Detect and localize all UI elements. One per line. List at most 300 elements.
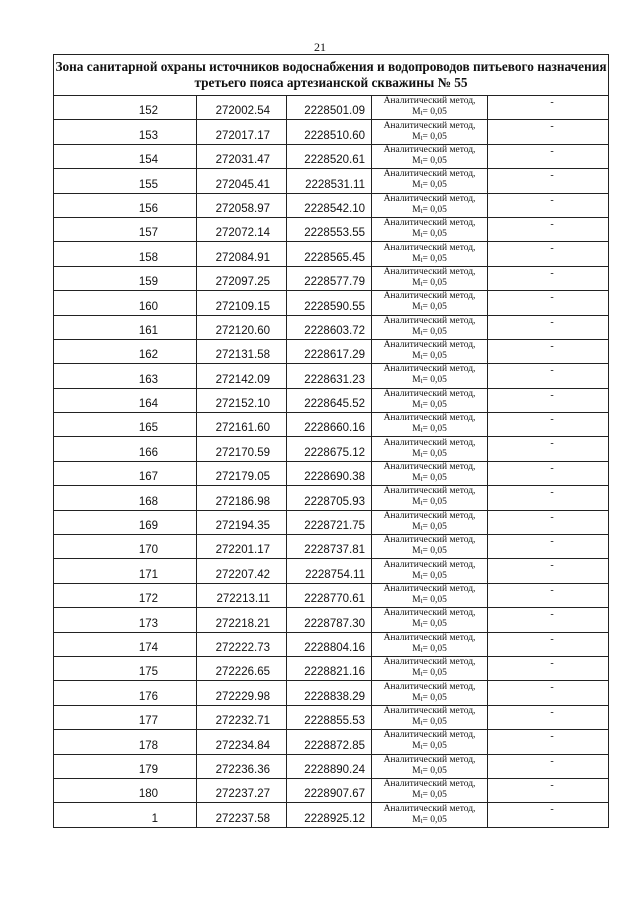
table-row (54, 144, 609, 168)
y-coordinate-cell: 2228565.45 (287, 242, 372, 266)
mt-value: = 0,05 (422, 473, 447, 484)
method-label: Аналитический метод, (383, 535, 476, 546)
y-coordinate-cell: 2228553.55 (287, 217, 372, 241)
accuracy-cell: - (488, 193, 609, 217)
method-label: Аналитический метод, (383, 754, 476, 765)
point-number-cell: 170 (54, 535, 197, 559)
method-accuracy (372, 156, 487, 168)
accuracy-cell: - (488, 413, 609, 437)
mt-symbol: M (412, 497, 421, 508)
mt-value: = 0,05 (422, 204, 447, 215)
method-cell (372, 413, 488, 437)
mt-subscript: t (420, 767, 423, 776)
mt-value: = 0,05 (422, 131, 447, 142)
method-label: Аналитический метод, (383, 510, 476, 521)
method-label: Аналитический метод, (383, 437, 476, 448)
method-cell (372, 193, 488, 217)
accuracy-cell: - (488, 803, 609, 827)
method-accuracy (372, 595, 487, 607)
accuracy-cell: - (488, 437, 609, 461)
table-row (54, 632, 609, 656)
accuracy-cell: - (488, 754, 609, 778)
mt-symbol: M (412, 277, 421, 288)
x-coordinate-cell: 272097.25 (197, 266, 287, 290)
mt-symbol: M (412, 107, 421, 118)
method-accuracy (372, 400, 487, 412)
method-accuracy (372, 717, 487, 729)
mt-symbol: M (412, 570, 421, 581)
method-label: Аналитический метод, (383, 608, 476, 619)
method-accuracy (372, 497, 487, 509)
table-row (54, 656, 609, 680)
page-number: 21 (314, 40, 326, 54)
accuracy-cell: - (488, 364, 609, 388)
point-number-cell: 157 (54, 217, 197, 241)
mt-symbol: M (412, 351, 421, 362)
x-coordinate-cell: 272213.11 (197, 583, 287, 607)
method-label: Аналитический метод, (383, 364, 476, 375)
method-cell (372, 437, 488, 461)
accuracy-cell: - (488, 730, 609, 754)
mt-subscript: t (420, 231, 423, 240)
y-coordinate-cell: 2228890.24 (287, 754, 372, 778)
x-coordinate-cell: 272045.41 (197, 169, 287, 193)
method-label: Аналитический метод, (383, 632, 476, 643)
method-accuracy (372, 351, 487, 363)
x-coordinate-cell: 272031.47 (197, 144, 287, 168)
method-accuracy (372, 668, 487, 680)
mt-symbol: M (412, 180, 421, 191)
mt-value: = 0,05 (422, 107, 447, 118)
mt-value: = 0,05 (422, 424, 447, 435)
mt-subscript: t (420, 377, 423, 386)
y-coordinate-cell: 2228590.55 (287, 291, 372, 315)
method-accuracy (372, 473, 487, 485)
mt-symbol: M (412, 814, 421, 825)
method-label: Аналитический метод, (383, 681, 476, 692)
method-label: Аналитический метод, (383, 388, 476, 399)
mt-symbol: M (412, 204, 421, 215)
point-number-cell: 177 (54, 705, 197, 729)
method-label: Аналитический метод, (383, 803, 476, 814)
accuracy-cell: - (488, 461, 609, 485)
method-label: Аналитический метод, (383, 242, 476, 253)
mt-subscript: t (420, 523, 423, 532)
y-coordinate-cell: 2228690.38 (287, 461, 372, 485)
point-number-cell: 167 (54, 461, 197, 485)
point-number-cell: 172 (54, 583, 197, 607)
table-row (54, 169, 609, 193)
point-number-cell: 163 (54, 364, 197, 388)
mt-subscript: t (420, 572, 423, 581)
method-accuracy (372, 741, 487, 753)
mt-subscript: t (420, 816, 423, 825)
x-coordinate-cell: 272152.10 (197, 388, 287, 412)
method-cell (372, 242, 488, 266)
y-coordinate-cell: 2228787.30 (287, 608, 372, 632)
table-title-row (54, 55, 609, 96)
method-accuracy (372, 254, 487, 266)
accuracy-cell: - (488, 510, 609, 534)
y-coordinate-cell: 2228510.60 (287, 120, 372, 144)
accuracy-cell: - (488, 120, 609, 144)
table-row (54, 120, 609, 144)
x-coordinate-cell: 272131.58 (197, 339, 287, 363)
mt-value: = 0,05 (422, 302, 447, 313)
method-cell (372, 705, 488, 729)
method-cell (372, 144, 488, 168)
x-coordinate-cell: 272109.15 (197, 291, 287, 315)
mt-subscript: t (420, 621, 423, 630)
accuracy-cell: - (488, 217, 609, 241)
y-coordinate-cell: 2228660.16 (287, 413, 372, 437)
y-coordinate-cell: 2228501.09 (287, 96, 372, 120)
method-cell (372, 169, 488, 193)
mt-value: = 0,05 (422, 375, 447, 386)
mt-subscript: t (420, 109, 423, 118)
method-cell (372, 96, 488, 120)
table-title-line-2: третьего пояса артезианской скважины № 55 (194, 75, 468, 90)
point-number-cell: 159 (54, 266, 197, 290)
accuracy-cell: - (488, 388, 609, 412)
point-number-cell: 171 (54, 559, 197, 583)
table-row (54, 608, 609, 632)
x-coordinate-cell: 272237.58 (197, 803, 287, 827)
table-row (54, 364, 609, 388)
method-accuracy (372, 180, 487, 192)
method-accuracy (372, 766, 487, 778)
mt-symbol: M (412, 790, 421, 801)
x-coordinate-cell: 272084.91 (197, 242, 287, 266)
method-accuracy (372, 790, 487, 802)
y-coordinate-cell: 2228520.61 (287, 144, 372, 168)
y-coordinate-cell: 2228855.53 (287, 705, 372, 729)
table-row (54, 681, 609, 705)
table-title (54, 55, 609, 96)
accuracy-cell: - (488, 486, 609, 510)
method-label: Аналитический метод, (383, 96, 476, 107)
method-accuracy (372, 132, 487, 144)
method-cell (372, 803, 488, 827)
method-accuracy (372, 693, 487, 705)
y-coordinate-cell: 2228737.81 (287, 535, 372, 559)
accuracy-cell: - (488, 535, 609, 559)
method-label: Аналитический метод, (383, 291, 476, 302)
method-cell (372, 510, 488, 534)
mt-subscript: t (420, 450, 423, 459)
mt-symbol: M (412, 741, 421, 752)
method-cell (372, 583, 488, 607)
mt-symbol: M (412, 253, 421, 264)
method-accuracy (372, 205, 487, 217)
point-number-cell: 169 (54, 510, 197, 534)
table-row (54, 754, 609, 778)
point-number-cell: 176 (54, 681, 197, 705)
point-number-cell: 152 (54, 96, 197, 120)
table-row (54, 510, 609, 534)
mt-subscript: t (420, 670, 423, 679)
mt-symbol: M (412, 131, 421, 142)
point-number-cell: 156 (54, 193, 197, 217)
method-label: Аналитический метод, (383, 340, 476, 351)
method-label: Аналитический метод, (383, 413, 476, 424)
table-row (54, 217, 609, 241)
point-number-cell: 1 (54, 803, 197, 827)
mt-symbol: M (412, 302, 421, 313)
point-number-cell: 161 (54, 315, 197, 339)
table-row (54, 242, 609, 266)
mt-subscript: t (420, 133, 423, 142)
x-coordinate-cell: 272236.36 (197, 754, 287, 778)
mt-subscript: t (420, 206, 423, 215)
mt-subscript: t (420, 328, 423, 337)
table-row (54, 96, 609, 120)
accuracy-cell: - (488, 656, 609, 680)
method-cell (372, 632, 488, 656)
mt-value: = 0,05 (422, 790, 447, 801)
mt-subscript: t (420, 548, 423, 557)
method-accuracy (372, 278, 487, 290)
y-coordinate-cell: 2228675.12 (287, 437, 372, 461)
method-label: Аналитический метод, (383, 657, 476, 668)
mt-symbol: M (412, 716, 421, 727)
mt-value: = 0,05 (422, 692, 447, 703)
mt-symbol: M (412, 643, 421, 654)
accuracy-cell: - (488, 559, 609, 583)
method-label: Аналитический метод, (383, 169, 476, 180)
point-number-cell: 179 (54, 754, 197, 778)
accuracy-cell: - (488, 778, 609, 802)
mt-subscript: t (420, 279, 423, 288)
accuracy-cell: - (488, 291, 609, 315)
mt-value: = 0,05 (422, 497, 447, 508)
mt-subscript: t (420, 475, 423, 484)
mt-symbol: M (412, 595, 421, 605)
mt-subscript: t (420, 304, 423, 313)
method-cell (372, 778, 488, 802)
mt-value: = 0,05 (422, 180, 447, 191)
method-accuracy (372, 375, 487, 387)
point-number-cell: 164 (54, 388, 197, 412)
y-coordinate-cell: 2228821.16 (287, 656, 372, 680)
mt-subscript: t (420, 792, 423, 801)
x-coordinate-cell: 272237.27 (197, 778, 287, 802)
mt-value: = 0,05 (422, 448, 447, 459)
mt-symbol: M (412, 375, 421, 386)
table-body (54, 96, 609, 828)
x-coordinate-cell: 272072.14 (197, 217, 287, 241)
x-coordinate-cell: 272058.97 (197, 193, 287, 217)
y-coordinate-cell: 2228838.29 (287, 681, 372, 705)
method-label: Аналитический метод, (383, 144, 476, 155)
x-coordinate-cell: 272218.21 (197, 608, 287, 632)
x-coordinate-cell: 272170.59 (197, 437, 287, 461)
y-coordinate-cell: 2228872.85 (287, 730, 372, 754)
point-number-cell: 158 (54, 242, 197, 266)
method-accuracy (372, 107, 487, 119)
method-label: Аналитический метод, (383, 486, 476, 497)
method-accuracy (372, 644, 487, 656)
mt-subscript: t (420, 426, 423, 435)
accuracy-cell: - (488, 96, 609, 120)
x-coordinate-cell: 272207.42 (197, 559, 287, 583)
point-number-cell: 165 (54, 413, 197, 437)
point-number-cell: 168 (54, 486, 197, 510)
mt-symbol: M (412, 473, 421, 484)
method-accuracy (372, 619, 487, 631)
mt-value: = 0,05 (422, 814, 447, 825)
mt-value: = 0,05 (422, 619, 447, 630)
x-coordinate-cell: 272226.65 (197, 656, 287, 680)
mt-value: = 0,05 (422, 399, 447, 410)
method-label: Аналитический метод, (383, 559, 476, 570)
method-label: Аналитический метод, (383, 730, 476, 741)
table-row (54, 339, 609, 363)
method-cell (372, 681, 488, 705)
mt-symbol: M (412, 692, 421, 703)
mt-symbol: M (412, 546, 421, 557)
accuracy-cell: - (488, 681, 609, 705)
method-cell (372, 535, 488, 559)
mt-value: = 0,05 (422, 326, 447, 337)
x-coordinate-cell: 272002.54 (197, 96, 287, 120)
table-row (54, 705, 609, 729)
mt-symbol: M (412, 668, 421, 679)
x-coordinate-cell: 272017.17 (197, 120, 287, 144)
point-number-cell: 173 (54, 608, 197, 632)
mt-subscript: t (420, 718, 423, 727)
x-coordinate-cell: 272222.73 (197, 632, 287, 656)
x-coordinate-cell: 272201.17 (197, 535, 287, 559)
y-coordinate-cell: 2228770.61 (287, 583, 372, 607)
coordinates-table (53, 54, 609, 828)
mt-subscript: t (420, 255, 423, 264)
method-cell (372, 486, 488, 510)
x-coordinate-cell: 272179.05 (197, 461, 287, 485)
mt-symbol: M (412, 229, 421, 240)
accuracy-cell: - (488, 266, 609, 290)
mt-subscript: t (420, 499, 423, 508)
y-coordinate-cell: 2228754.11 (287, 559, 372, 583)
method-label: Аналитический метод, (383, 218, 476, 229)
method-label: Аналитический метод, (383, 705, 476, 716)
mt-value: = 0,05 (422, 229, 447, 240)
x-coordinate-cell: 272234.84 (197, 730, 287, 754)
method-label: Аналитический метод, (383, 266, 476, 277)
y-coordinate-cell: 2228577.79 (287, 266, 372, 290)
table-row (54, 730, 609, 754)
y-coordinate-cell: 2228542.10 (287, 193, 372, 217)
point-number-cell: 162 (54, 339, 197, 363)
y-coordinate-cell: 2228925.12 (287, 803, 372, 827)
method-accuracy (372, 815, 487, 827)
mt-subscript: t (420, 645, 423, 654)
mt-subscript: t (420, 694, 423, 703)
method-accuracy (372, 546, 487, 558)
method-label: Аналитический метод, (383, 462, 476, 473)
accuracy-cell: - (488, 315, 609, 339)
mt-value: = 0,05 (422, 643, 447, 654)
table-row (54, 486, 609, 510)
method-cell (372, 656, 488, 680)
point-number-cell: 175 (54, 656, 197, 680)
mt-value: = 0,05 (422, 351, 447, 362)
method-accuracy (372, 424, 487, 436)
accuracy-cell: - (488, 608, 609, 632)
point-number-cell: 178 (54, 730, 197, 754)
mt-value: = 0,05 (422, 277, 447, 288)
method-accuracy (372, 571, 487, 583)
x-coordinate-cell: 272161.60 (197, 413, 287, 437)
accuracy-cell: - (488, 169, 609, 193)
mt-subscript: t (420, 182, 423, 191)
table-row (54, 266, 609, 290)
point-number-cell: 155 (54, 169, 197, 193)
point-number-cell: 174 (54, 632, 197, 656)
method-accuracy (372, 327, 487, 339)
method-cell (372, 266, 488, 290)
method-cell (372, 120, 488, 144)
mt-value: = 0,05 (422, 155, 447, 166)
method-cell (372, 315, 488, 339)
table-row (54, 291, 609, 315)
method-cell (372, 364, 488, 388)
mt-subscript: t (420, 401, 423, 410)
table-row (54, 413, 609, 437)
x-coordinate-cell: 272120.60 (197, 315, 287, 339)
x-coordinate-cell: 272142.09 (197, 364, 287, 388)
y-coordinate-cell: 2228531.11 (287, 169, 372, 193)
point-number-cell: 160 (54, 291, 197, 315)
mt-symbol: M (412, 448, 421, 459)
mt-value: = 0,05 (422, 521, 447, 532)
mt-symbol: M (412, 155, 421, 166)
method-label: Аналитический метод, (383, 779, 476, 790)
accuracy-cell: - (488, 705, 609, 729)
method-cell (372, 559, 488, 583)
table-row (54, 778, 609, 802)
y-coordinate-cell: 2228721.75 (287, 510, 372, 534)
mt-value: = 0,05 (422, 716, 447, 727)
accuracy-cell: - (488, 632, 609, 656)
method-cell (372, 291, 488, 315)
table-row (54, 461, 609, 485)
method-cell (372, 608, 488, 632)
x-coordinate-cell: 272229.98 (197, 681, 287, 705)
table-row (54, 193, 609, 217)
mt-symbol: M (412, 765, 421, 776)
mt-value: = 0,05 (422, 253, 447, 264)
accuracy-cell: - (488, 339, 609, 363)
y-coordinate-cell: 2228804.16 (287, 632, 372, 656)
mt-subscript: t (420, 597, 423, 605)
point-number-cell: 166 (54, 437, 197, 461)
table-row (54, 437, 609, 461)
method-cell (372, 461, 488, 485)
mt-value: = 0,05 (422, 570, 447, 581)
x-coordinate-cell: 272194.35 (197, 510, 287, 534)
mt-subscript: t (420, 743, 423, 752)
mt-subscript: t (420, 157, 423, 166)
mt-value: = 0,05 (422, 765, 447, 776)
point-number-cell: 180 (54, 778, 197, 802)
method-cell (372, 339, 488, 363)
method-cell (372, 754, 488, 778)
mt-symbol: M (412, 521, 421, 532)
y-coordinate-cell: 2228617.29 (287, 339, 372, 363)
y-coordinate-cell: 2228907.67 (287, 778, 372, 802)
table-row (54, 315, 609, 339)
